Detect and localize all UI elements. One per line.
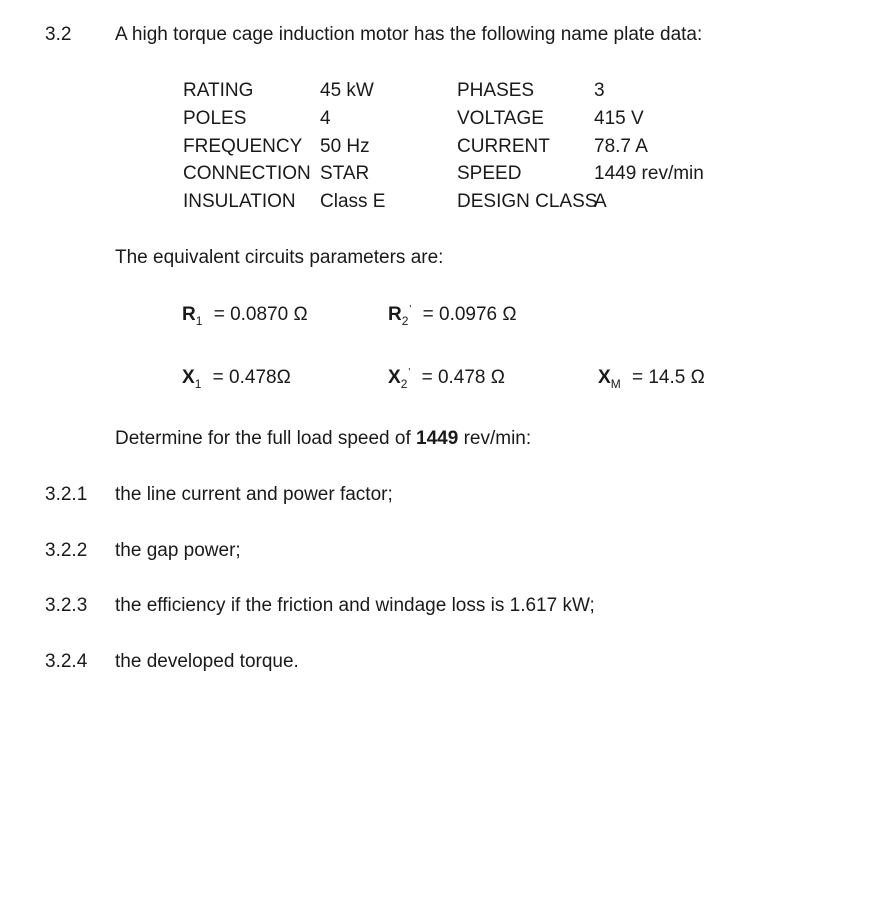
determine-prefix: Determine for the full load speed of [115,428,411,449]
param-xm-symbol: X [598,367,611,388]
param-r2-subscript: 2 [401,314,409,328]
param-x2-symbol: X [388,367,401,388]
subquestion-number: 3.2.4 [45,651,88,672]
nameplate-label-phases: PHASES [457,80,535,101]
nameplate-value-poles: 4 [320,108,331,129]
param-xm-subscript: M [610,377,621,391]
determine-suffix: rev/min: [463,428,532,449]
param-xm-value: = 14.5 Ω [631,367,705,388]
nameplate-value-design-class: A [594,191,607,212]
nameplate-label-design-class: DESIGN CLASS [457,191,598,212]
nameplate-label-voltage: VOLTAGE [457,108,544,129]
nameplate-value-voltage: 415 V [594,108,644,129]
nameplate-value-rating: 45 kW [320,80,374,101]
nameplate-label-frequency: FREQUENCY [183,136,303,157]
param-x1-symbol: X [182,367,195,388]
param-r2-value: = 0.0976 Ω [422,304,517,325]
param-r1 [182,305,308,327]
nameplate-value-frequency: 50 Hz [320,136,370,157]
param-x2-prime: ' [408,367,411,378]
param-x2 [388,368,505,390]
nameplate-label-current: CURRENT [457,136,550,157]
param-x1-subscript: 1 [194,377,202,391]
question-number: 3.2 [45,24,72,45]
determine-line [115,429,531,448]
subquestion-text: the gap power; [115,540,241,561]
determine-speed: 1449 [416,428,459,449]
nameplate-label-speed: SPEED [457,163,522,184]
nameplate-value-phases: 3 [594,80,605,101]
nameplate-label-rating: RATING [183,80,254,101]
subquestion-number: 3.2.3 [45,595,88,616]
nameplate-value-current: 78.7 A [594,136,648,157]
param-r1-value: = 0.0870 Ω [213,304,308,325]
param-x1 [182,368,291,390]
subquestion-number: 3.2.1 [45,484,88,505]
question-intro: A high torque cage induction motor has the following name plate data: [115,24,703,45]
subquestion-number: 3.2.2 [45,540,88,561]
param-x2-value: = 0.478 Ω [421,367,505,388]
param-x1-value: = 0.478Ω [212,367,291,388]
subquestion-text: the developed torque. [115,651,299,672]
nameplate-value-speed: 1449 rev/min [594,163,704,184]
circuit-intro: The equivalent circuits parameters are: [115,247,444,268]
nameplate-value-insulation: Class E [320,191,386,212]
param-r2 [388,305,517,327]
param-r1-symbol: R [182,304,196,325]
param-xm [598,368,705,390]
nameplate-label-connection: CONNECTION [183,163,311,184]
subquestion-text: the efficiency if the friction and windage loss is 1.617 kW; [115,595,595,616]
nameplate-label-insulation: INSULATION [183,191,296,212]
nameplate-value-connection: STAR [320,163,370,184]
param-r2-prime: ' [409,304,412,315]
param-x2-subscript: 2 [400,377,408,391]
param-r1-subscript: 1 [195,314,203,328]
nameplate-label-poles: POLES [183,108,247,129]
subquestion-text: the line current and power factor; [115,484,393,505]
param-r2-symbol: R [388,304,402,325]
